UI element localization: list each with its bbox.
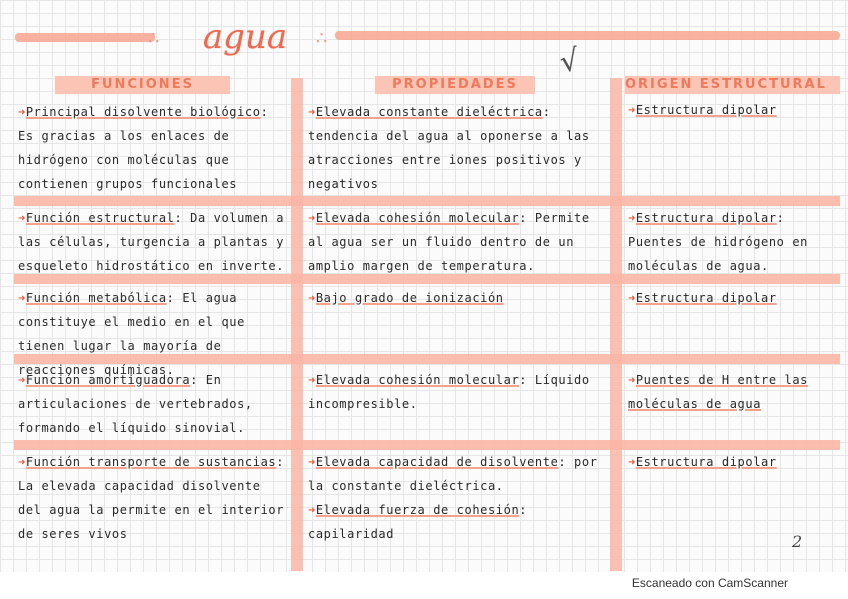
arrow-icon: ➜ — [308, 455, 316, 469]
sparkle-icon: ∴ — [148, 28, 160, 49]
row-divider — [14, 196, 840, 206]
arrow-icon: ➜ — [308, 211, 316, 225]
header-propiedades: PROPIEDADES — [375, 76, 535, 94]
header-funciones: FUNCIONES — [55, 76, 230, 94]
title-highlight-right — [335, 31, 840, 40]
arrow-icon: ➜ — [18, 105, 26, 119]
cell-origen-2: ➜Estructura dipolar: Puentes de hidrógeno en moléculas de agua. — [628, 211, 808, 273]
arrow-icon: ➜ — [18, 455, 26, 469]
sparkle-icon: ∴ — [316, 28, 328, 49]
scanner-watermark: Escaneado con CamScanner — [631, 576, 788, 590]
arrow-icon: ➜ — [628, 211, 636, 225]
cell-funcion-1: ➜Principal disolvente biológico: Es gracias a los enlaces de hidrógeno con moléculas que contienen grupos funcionales — [18, 105, 269, 191]
arrow-icon: ➜ — [18, 373, 26, 387]
cell-funcion-3: ➜Función metabólica: El agua constituye el medio en el que tienen lugar la mayoría de reacciones químicas. — [18, 291, 245, 377]
arrow-icon: ➜ — [628, 373, 636, 387]
cell-funcion-2: ➜Función estructural: Da volumen a las células, turgencia a plantas y esqueleto hidrostático en inverte. — [18, 211, 285, 273]
page-title: agua — [202, 17, 288, 57]
cell-origen-4: ➜Puentes de H entre las moléculas de agua — [628, 373, 808, 411]
arrow-icon: ➜ — [308, 105, 316, 119]
header-origen: ORIGEN ESTRUCTURAL — [625, 76, 840, 94]
cell-propiedad-2: ➜Elevada cohesión molecular: Permite al agua ser un fluido dentro de un amplio margen de temperatura. — [308, 211, 590, 273]
cell-funcion-5: ➜Función transporte de sustancias: La elevada capacidad disolvente del agua la permite en el interior de seres vivos — [18, 455, 285, 541]
page-number: 2 — [792, 532, 803, 551]
arrow-icon: ➜ — [628, 291, 636, 305]
cell-propiedad-3: ➜Bajo grado de ionización — [308, 291, 504, 305]
checkmark-icon: √ — [557, 42, 583, 81]
arrow-icon: ➜ — [18, 291, 26, 305]
title-highlight-left — [15, 33, 155, 42]
row-divider — [14, 440, 840, 450]
cell-funcion-4: ➜Función amortiguadora: En articulaciones de vertebrados, formando el líquido sinovial. — [18, 373, 253, 435]
cell-origen-3: ➜Estructura dipolar — [628, 291, 777, 305]
column-divider — [291, 78, 303, 571]
arrow-icon: ➜ — [628, 103, 636, 117]
arrow-icon: ➜ — [308, 291, 316, 305]
cell-propiedad-5: ➜Elevada capacidad de disolvente: por la constante dieléctrica. ➜Elevada fuerza de cohesión: capilaridad — [308, 455, 598, 541]
cell-origen-1: ➜Estructura dipolar — [628, 103, 777, 117]
cell-propiedad-4: ➜Elevada cohesión molecular: Líquido incompresible. — [308, 373, 590, 411]
arrow-icon: ➜ — [308, 373, 316, 387]
arrow-icon: ➜ — [18, 211, 26, 225]
arrow-icon: ➜ — [628, 455, 636, 469]
arrow-icon: ➜ — [308, 503, 316, 517]
cell-origen-5: ➜Estructura dipolar — [628, 455, 777, 469]
column-divider — [610, 78, 622, 571]
cell-propiedad-1: ➜Elevada constante dieléctrica: tendencia del agua al oponerse a las atracciones entre iones positivos y negativos — [308, 105, 590, 191]
